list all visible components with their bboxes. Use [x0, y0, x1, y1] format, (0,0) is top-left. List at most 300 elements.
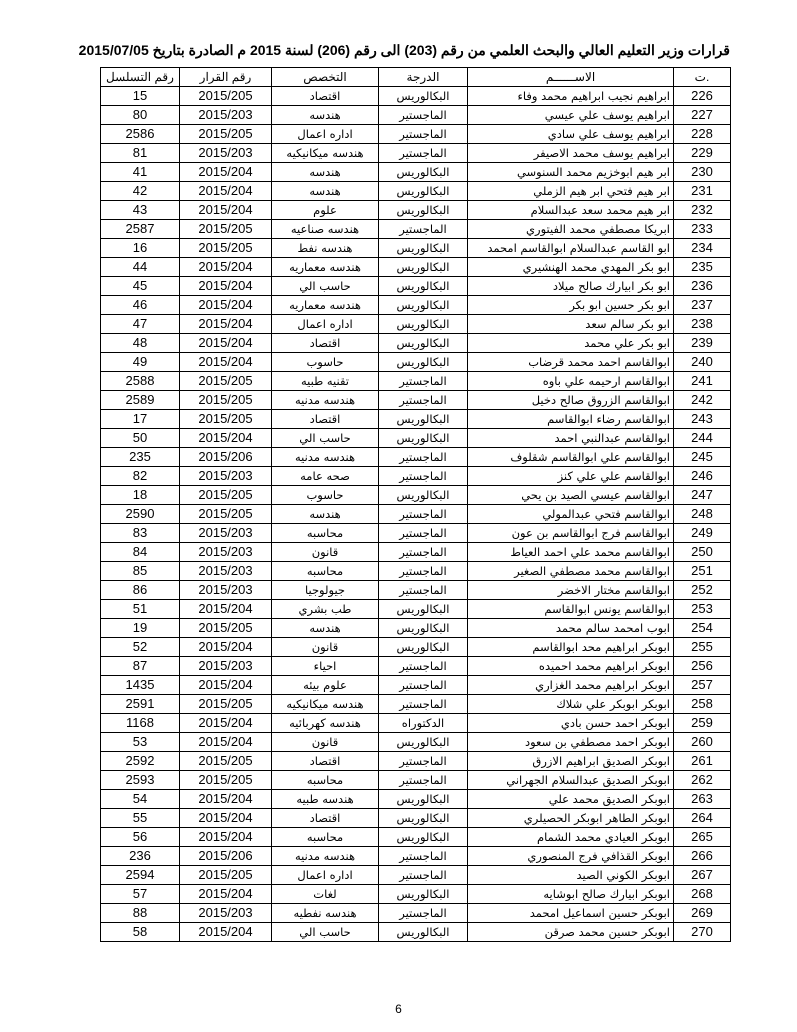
- cell-row-number: 266: [674, 847, 731, 866]
- cell-decision-number: 2015/205: [180, 866, 272, 885]
- cell-row-number: 245: [674, 448, 731, 467]
- cell-specialty: محاسبه: [272, 562, 379, 581]
- cell-name: ابوبكر ابيارك صالح ابوشايه: [468, 885, 674, 904]
- table-row: [101, 486, 731, 505]
- cell-sequence-number: 81: [101, 144, 180, 163]
- cell-row-number: 250: [674, 543, 731, 562]
- cell-degree: البكالوريس: [379, 790, 468, 809]
- cell-degree: الماجستير: [379, 505, 468, 524]
- cell-sequence-number: 2590: [101, 505, 180, 524]
- cell-sequence-number: 15: [101, 87, 180, 106]
- cell-row-number: 246: [674, 467, 731, 486]
- cell-row-number: 254: [674, 619, 731, 638]
- cell-name: ابراهيم نجيب ابراهيم محمد وفاء: [468, 87, 674, 106]
- cell-specialty: اداره اعمال: [272, 866, 379, 885]
- cell-sequence-number: 51: [101, 600, 180, 619]
- cell-specialty: هندسه ميكانيكيه: [272, 144, 379, 163]
- cell-row-number: 226: [674, 87, 731, 106]
- cell-row-number: 257: [674, 676, 731, 695]
- table-row: [101, 429, 731, 448]
- cell-decision-number: 2015/203: [180, 543, 272, 562]
- cell-decision-number: 2015/204: [180, 600, 272, 619]
- cell-sequence-number: 19: [101, 619, 180, 638]
- cell-decision-number: 2015/205: [180, 220, 272, 239]
- cell-decision-number: 2015/204: [180, 353, 272, 372]
- cell-name: ابوبكر ابوبكر علي شلاك: [468, 695, 674, 714]
- table-row: [101, 562, 731, 581]
- cell-degree: البكالوريس: [379, 429, 468, 448]
- cell-sequence-number: 1435: [101, 676, 180, 695]
- cell-row-number: 229: [674, 144, 731, 163]
- cell-row-number: 263: [674, 790, 731, 809]
- cell-sequence-number: 56: [101, 828, 180, 847]
- table-row: [101, 448, 731, 467]
- table-row: [101, 600, 731, 619]
- cell-sequence-number: 80: [101, 106, 180, 125]
- cell-row-number: 239: [674, 334, 731, 353]
- cell-specialty: حاسوب: [272, 486, 379, 505]
- cell-degree: الماجستير: [379, 581, 468, 600]
- cell-name: ابوالقاسم محمد علي احمد العياط: [468, 543, 674, 562]
- cell-sequence-number: 45: [101, 277, 180, 296]
- cell-sequence-number: 57: [101, 885, 180, 904]
- cell-sequence-number: 41: [101, 163, 180, 182]
- cell-decision-number: 2015/205: [180, 239, 272, 258]
- cell-row-number: 237: [674, 296, 731, 315]
- cell-name: ابوبكر ابراهيم محد ابوالقاسم: [468, 638, 674, 657]
- cell-name: ابوبكر الطاهر ابوبكر الحصيلري: [468, 809, 674, 828]
- cell-degree: الماجستير: [379, 752, 468, 771]
- cell-name: ابوالقاسم محمد مصطفي الصغير: [468, 562, 674, 581]
- cell-specialty: هندسه مدنيه: [272, 847, 379, 866]
- cell-degree: البكالوريس: [379, 163, 468, 182]
- cell-sequence-number: 235: [101, 448, 180, 467]
- cell-row-number: 241: [674, 372, 731, 391]
- cell-specialty: قانون: [272, 543, 379, 562]
- cell-degree: البكالوريس: [379, 809, 468, 828]
- cell-degree: الماجستير: [379, 524, 468, 543]
- table-row: [101, 372, 731, 391]
- cell-name: ابريكا مصطفي محمد الفيتوري: [468, 220, 674, 239]
- cell-row-number: 261: [674, 752, 731, 771]
- cell-name: ابوبكر حسين اسماعيل امحمد: [468, 904, 674, 923]
- cell-sequence-number: 2587: [101, 220, 180, 239]
- table-row: [101, 391, 731, 410]
- cell-specialty: اقتصاد: [272, 87, 379, 106]
- cell-row-number: 243: [674, 410, 731, 429]
- cell-row-number: 269: [674, 904, 731, 923]
- cell-decision-number: 2015/204: [180, 201, 272, 220]
- cell-decision-number: 2015/205: [180, 619, 272, 638]
- cell-degree: الماجستير: [379, 543, 468, 562]
- cell-degree: الماجستير: [379, 657, 468, 676]
- cell-row-number: 248: [674, 505, 731, 524]
- cell-decision-number: 2015/205: [180, 752, 272, 771]
- cell-row-number: 232: [674, 201, 731, 220]
- cell-name: ابراهيم يوسف علي عيسي: [468, 106, 674, 125]
- cell-degree: الماجستير: [379, 695, 468, 714]
- table-row: [101, 790, 731, 809]
- cell-specialty: قانون: [272, 638, 379, 657]
- cell-sequence-number: 42: [101, 182, 180, 201]
- cell-name: ابوالقاسم علي علي كنز: [468, 467, 674, 486]
- cell-row-number: 238: [674, 315, 731, 334]
- header-name: الاســــــم: [468, 68, 674, 87]
- cell-row-number: 247: [674, 486, 731, 505]
- cell-row-number: 259: [674, 714, 731, 733]
- cell-degree: البكالوريس: [379, 87, 468, 106]
- cell-specialty: طب بشري: [272, 600, 379, 619]
- cell-sequence-number: 83: [101, 524, 180, 543]
- cell-row-number: 252: [674, 581, 731, 600]
- cell-sequence-number: 88: [101, 904, 180, 923]
- cell-degree: البكالوريس: [379, 486, 468, 505]
- cell-decision-number: 2015/203: [180, 581, 272, 600]
- cell-name: ابوبكر الصديق ابراهيم الازرق: [468, 752, 674, 771]
- cell-name: ابوالقاسم ارحيمه علي باوه: [468, 372, 674, 391]
- cell-row-number: 227: [674, 106, 731, 125]
- cell-degree: البكالوريس: [379, 315, 468, 334]
- cell-degree: الماجستير: [379, 125, 468, 144]
- cell-specialty: هندسه مدنيه: [272, 448, 379, 467]
- cell-name: ابوب امحمد سالم محمد: [468, 619, 674, 638]
- table-row: [101, 714, 731, 733]
- cell-name: ابر هيم ابوخزيم محمد السنوسي: [468, 163, 674, 182]
- cell-sequence-number: 53: [101, 733, 180, 752]
- cell-sequence-number: 54: [101, 790, 180, 809]
- table-row: [101, 258, 731, 277]
- table-row: [101, 505, 731, 524]
- cell-row-number: 267: [674, 866, 731, 885]
- header-row-number: ت.: [674, 68, 731, 87]
- cell-degree: البكالوريس: [379, 733, 468, 752]
- table-row: [101, 676, 731, 695]
- cell-specialty: هندسه معماريه: [272, 258, 379, 277]
- cell-name: ابوالقاسم يونس ابوالقاسم: [468, 600, 674, 619]
- cell-specialty: محاسبه: [272, 524, 379, 543]
- cell-decision-number: 2015/204: [180, 638, 272, 657]
- table-row: [101, 315, 731, 334]
- cell-name: ابوبكر حسين محمد صرقن: [468, 923, 674, 942]
- cell-specialty: حاسب الي: [272, 429, 379, 448]
- cell-decision-number: 2015/204: [180, 714, 272, 733]
- cell-decision-number: 2015/204: [180, 885, 272, 904]
- cell-decision-number: 2015/204: [180, 182, 272, 201]
- cell-specialty: اقتصاد: [272, 809, 379, 828]
- table-row: [101, 885, 731, 904]
- cell-sequence-number: 2591: [101, 695, 180, 714]
- cell-degree: البكالوريس: [379, 923, 468, 942]
- cell-degree: الدكتوراه: [379, 714, 468, 733]
- cell-specialty: هندسه مدنيه: [272, 391, 379, 410]
- cell-decision-number: 2015/204: [180, 733, 272, 752]
- table-row: [101, 809, 731, 828]
- cell-decision-number: 2015/204: [180, 809, 272, 828]
- cell-degree: البكالوريس: [379, 182, 468, 201]
- cell-decision-number: 2015/203: [180, 467, 272, 486]
- cell-sequence-number: 18: [101, 486, 180, 505]
- cell-degree: الماجستير: [379, 220, 468, 239]
- cell-sequence-number: 85: [101, 562, 180, 581]
- cell-degree: الماجستير: [379, 771, 468, 790]
- cell-degree: البكالوريس: [379, 277, 468, 296]
- cell-degree: البكالوريس: [379, 296, 468, 315]
- document-title: قرارات وزير التعليم العالي والبحث العلمي من رقم (203) الى رقم (206) لسنة 2015 م الصادرة بتاريخ 2015/07/05: [78, 42, 730, 58]
- table-row: [101, 904, 731, 923]
- cell-name: ابو بكر سالم سعد: [468, 315, 674, 334]
- cell-specialty: هندسه نفط: [272, 239, 379, 258]
- table-row: [101, 163, 731, 182]
- table-row: [101, 619, 731, 638]
- cell-name: ابراهيم يوسف محمد الاصيفر: [468, 144, 674, 163]
- table-row: [101, 87, 731, 106]
- cell-degree: البكالوريس: [379, 619, 468, 638]
- cell-specialty: حاسب الي: [272, 277, 379, 296]
- cell-name: ابر هيم محمد سعد عبدالسلام: [468, 201, 674, 220]
- cell-name: ابو القاسم عبدالسلام ابوالقاسم امحمد: [468, 239, 674, 258]
- cell-specialty: اقتصاد: [272, 334, 379, 353]
- cell-specialty: اداره اعمال: [272, 315, 379, 334]
- cell-sequence-number: 2593: [101, 771, 180, 790]
- cell-decision-number: 2015/204: [180, 315, 272, 334]
- cell-specialty: محاسبه: [272, 828, 379, 847]
- cell-sequence-number: 44: [101, 258, 180, 277]
- cell-name: ابوبكر الصديق عبدالسلام الجهراني: [468, 771, 674, 790]
- cell-sequence-number: 49: [101, 353, 180, 372]
- cell-degree: الماجستير: [379, 144, 468, 163]
- cell-degree: البكالوريس: [379, 885, 468, 904]
- cell-decision-number: 2015/203: [180, 524, 272, 543]
- cell-name: ابراهيم يوسف علي سادي: [468, 125, 674, 144]
- cell-decision-number: 2015/205: [180, 391, 272, 410]
- cell-sequence-number: 87: [101, 657, 180, 676]
- table-row: [101, 866, 731, 885]
- cell-decision-number: 2015/204: [180, 923, 272, 942]
- cell-decision-number: 2015/204: [180, 334, 272, 353]
- cell-decision-number: 2015/204: [180, 790, 272, 809]
- cell-decision-number: 2015/205: [180, 771, 272, 790]
- cell-specialty: هندسه صناعيه: [272, 220, 379, 239]
- cell-name: ابوبكر القذافي فرج المنصوري: [468, 847, 674, 866]
- cell-specialty: تقنيه طبيه: [272, 372, 379, 391]
- cell-name: ابوالقاسم فرج ابوالقاسم بن عون: [468, 524, 674, 543]
- cell-specialty: اقتصاد: [272, 410, 379, 429]
- cell-row-number: 270: [674, 923, 731, 942]
- table-row: [101, 144, 731, 163]
- cell-sequence-number: 2586: [101, 125, 180, 144]
- cell-decision-number: 2015/204: [180, 258, 272, 277]
- cell-row-number: 264: [674, 809, 731, 828]
- cell-degree: البكالوريس: [379, 239, 468, 258]
- cell-name: ابوالقاسم احمد محمد قرضاب: [468, 353, 674, 372]
- cell-specialty: اقتصاد: [272, 752, 379, 771]
- cell-name: ابر هيم فتحي ابر هيم الزملي: [468, 182, 674, 201]
- cell-degree: الماجستير: [379, 847, 468, 866]
- cell-sequence-number: 1168: [101, 714, 180, 733]
- cell-sequence-number: 2594: [101, 866, 180, 885]
- cell-degree: الماجستير: [379, 562, 468, 581]
- cell-name: ابوالقاسم عبدالنبي احمد: [468, 429, 674, 448]
- cell-name: ابوبكر احمد مصطفي بن سعود: [468, 733, 674, 752]
- cell-degree: البكالوريس: [379, 410, 468, 429]
- cell-decision-number: 2015/205: [180, 372, 272, 391]
- cell-specialty: علوم بيئه: [272, 676, 379, 695]
- cell-decision-number: 2015/203: [180, 562, 272, 581]
- cell-sequence-number: 16: [101, 239, 180, 258]
- table-row: [101, 638, 731, 657]
- cell-degree: الماجستير: [379, 676, 468, 695]
- table-row: [101, 182, 731, 201]
- cell-row-number: 255: [674, 638, 731, 657]
- cell-name: ابوبكر الكوني الصيد: [468, 866, 674, 885]
- cell-degree: البكالوريس: [379, 638, 468, 657]
- cell-name: ابوالقاسم عيسي الصيد بن يحي: [468, 486, 674, 505]
- cell-name: ابو بكر علي محمد: [468, 334, 674, 353]
- cell-sequence-number: 2588: [101, 372, 180, 391]
- cell-decision-number: 2015/204: [180, 296, 272, 315]
- cell-sequence-number: 236: [101, 847, 180, 866]
- table-row: [101, 201, 731, 220]
- table-row: [101, 657, 731, 676]
- table-row: [101, 847, 731, 866]
- cell-specialty: صحه عامه: [272, 467, 379, 486]
- cell-decision-number: 2015/204: [180, 277, 272, 296]
- cell-sequence-number: 2592: [101, 752, 180, 771]
- cell-specialty: اداره اعمال: [272, 125, 379, 144]
- cell-sequence-number: 48: [101, 334, 180, 353]
- cell-row-number: 262: [674, 771, 731, 790]
- cell-degree: البكالوريس: [379, 600, 468, 619]
- cell-degree: الماجستير: [379, 467, 468, 486]
- cell-row-number: 253: [674, 600, 731, 619]
- cell-degree: الماجستير: [379, 106, 468, 125]
- table-row: [101, 771, 731, 790]
- cell-degree: البكالوريس: [379, 334, 468, 353]
- cell-decision-number: 2015/203: [180, 144, 272, 163]
- cell-specialty: قانون: [272, 733, 379, 752]
- decisions-table: [100, 67, 731, 942]
- cell-decision-number: 2015/204: [180, 828, 272, 847]
- table-row: [101, 220, 731, 239]
- cell-specialty: هندسه: [272, 182, 379, 201]
- cell-name: ابو بكر المهدي محمد الهنشيري: [468, 258, 674, 277]
- cell-row-number: 258: [674, 695, 731, 714]
- cell-specialty: هندسه: [272, 106, 379, 125]
- cell-decision-number: 2015/205: [180, 486, 272, 505]
- cell-decision-number: 2015/203: [180, 106, 272, 125]
- table-row: [101, 695, 731, 714]
- cell-row-number: 235: [674, 258, 731, 277]
- cell-specialty: حاسوب: [272, 353, 379, 372]
- cell-row-number: 230: [674, 163, 731, 182]
- cell-specialty: هندسه طبيه: [272, 790, 379, 809]
- cell-specialty: حاسب الي: [272, 923, 379, 942]
- cell-sequence-number: 58: [101, 923, 180, 942]
- cell-name: ابوبكر ابراهيم محمد الغزاري: [468, 676, 674, 695]
- table-row: [101, 828, 731, 847]
- cell-decision-number: 2015/204: [180, 676, 272, 695]
- cell-row-number: 251: [674, 562, 731, 581]
- cell-sequence-number: 84: [101, 543, 180, 562]
- table-row: [101, 296, 731, 315]
- cell-specialty: هندسه: [272, 619, 379, 638]
- cell-degree: الماجستير: [379, 372, 468, 391]
- cell-name: ابوالقاسم رضاء ابوالقاسم: [468, 410, 674, 429]
- cell-decision-number: 2015/205: [180, 505, 272, 524]
- header-degree: الدرجة: [379, 68, 468, 87]
- table-row: [101, 239, 731, 258]
- cell-decision-number: 2015/205: [180, 87, 272, 106]
- cell-name: ابوبكر العيادي محمد الشمام: [468, 828, 674, 847]
- cell-specialty: هندسه ميكانيكيه: [272, 695, 379, 714]
- table-row: [101, 581, 731, 600]
- cell-name: ابوبكر ابراهيم محمد احميده: [468, 657, 674, 676]
- cell-specialty: هندسه: [272, 505, 379, 524]
- cell-sequence-number: 2589: [101, 391, 180, 410]
- table-row: [101, 733, 731, 752]
- cell-row-number: 240: [674, 353, 731, 372]
- cell-row-number: 233: [674, 220, 731, 239]
- cell-row-number: 265: [674, 828, 731, 847]
- cell-degree: الماجستير: [379, 866, 468, 885]
- cell-decision-number: 2015/203: [180, 904, 272, 923]
- cell-name: ابوالقاسم مختار الاخضر: [468, 581, 674, 600]
- cell-row-number: 256: [674, 657, 731, 676]
- cell-degree: البكالوريس: [379, 258, 468, 277]
- cell-specialty: هندسه: [272, 163, 379, 182]
- cell-sequence-number: 52: [101, 638, 180, 657]
- cell-specialty: جيولوجيا: [272, 581, 379, 600]
- cell-sequence-number: 50: [101, 429, 180, 448]
- page-number: 6: [395, 1002, 402, 1016]
- cell-name: ابو بكر ابيارك صالح ميلاد: [468, 277, 674, 296]
- cell-decision-number: 2015/204: [180, 163, 272, 182]
- table-row: [101, 467, 731, 486]
- cell-decision-number: 2015/206: [180, 448, 272, 467]
- cell-sequence-number: 82: [101, 467, 180, 486]
- cell-sequence-number: 46: [101, 296, 180, 315]
- cell-specialty: محاسبه: [272, 771, 379, 790]
- cell-name: ابوالقاسم علي ابوالقاسم شقلوف: [468, 448, 674, 467]
- cell-decision-number: 2015/205: [180, 410, 272, 429]
- cell-degree: البكالوريس: [379, 353, 468, 372]
- cell-sequence-number: 43: [101, 201, 180, 220]
- cell-row-number: 244: [674, 429, 731, 448]
- table-row: [101, 353, 731, 372]
- table-header-row: [101, 68, 731, 87]
- cell-name: ابوبكر احمد حسن بادي: [468, 714, 674, 733]
- table-row: [101, 543, 731, 562]
- cell-row-number: 249: [674, 524, 731, 543]
- table-row: [101, 524, 731, 543]
- cell-degree: الماجستير: [379, 904, 468, 923]
- header-decision-number: رقم القرار: [180, 68, 272, 87]
- table-row: [101, 125, 731, 144]
- cell-degree: البكالوريس: [379, 828, 468, 847]
- cell-decision-number: 2015/204: [180, 429, 272, 448]
- cell-degree: الماجستير: [379, 391, 468, 410]
- cell-name: ابوبكر الصديق محمد علي: [468, 790, 674, 809]
- cell-specialty: علوم: [272, 201, 379, 220]
- table-row: [101, 410, 731, 429]
- cell-name: ابوالقاسم فتحي عبدالمولي: [468, 505, 674, 524]
- cell-sequence-number: 86: [101, 581, 180, 600]
- cell-row-number: 228: [674, 125, 731, 144]
- cell-name: ابوالقاسم الزروق صالح دخيل: [468, 391, 674, 410]
- table-row: [101, 334, 731, 353]
- table-row: [101, 923, 731, 942]
- cell-degree: البكالوريس: [379, 201, 468, 220]
